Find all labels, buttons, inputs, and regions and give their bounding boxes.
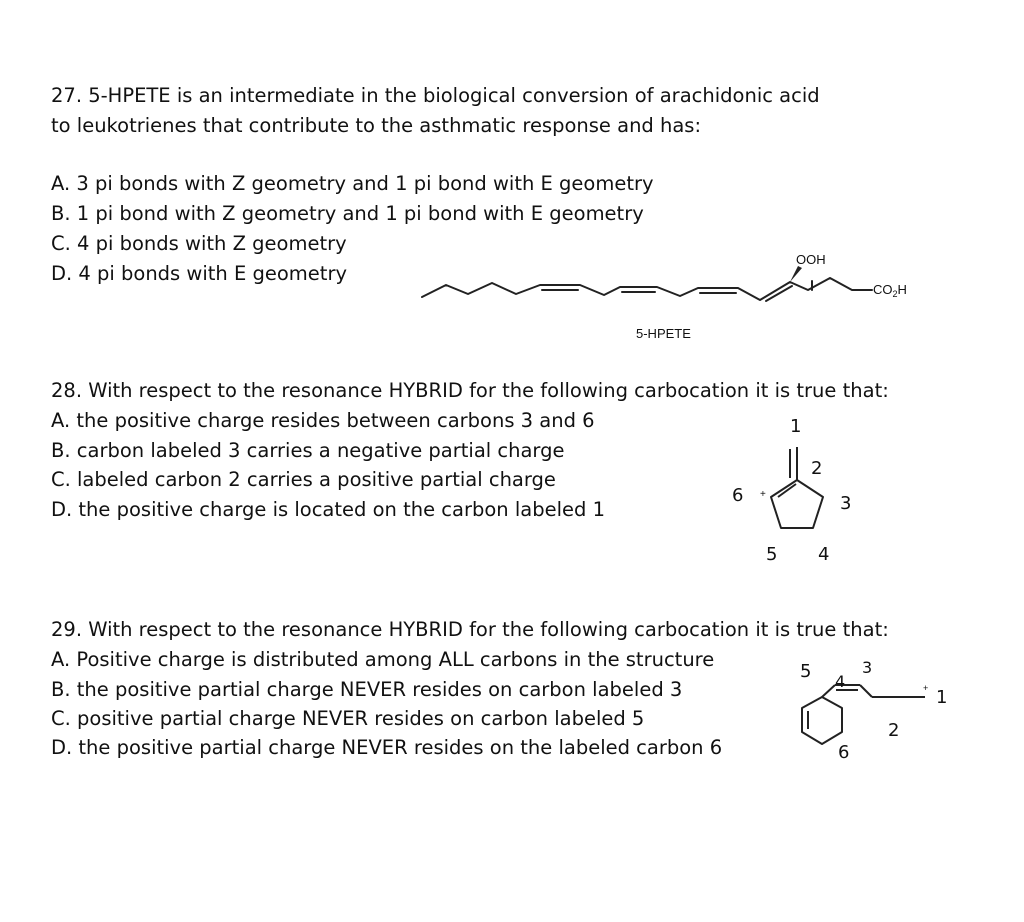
hpete-caption: 5-HPETE (636, 326, 691, 341)
c29-label-2: 2 (888, 720, 900, 741)
c28-label-3: 3 (840, 493, 852, 514)
c29-label-5: 5 (800, 661, 812, 682)
c29-label-6: 6 (838, 742, 850, 763)
ooh-label: OOH (796, 252, 826, 267)
q27-stem-line-1: 27. 5-HPETE is an intermediate in the biological conversion of arachidonic acid (51, 84, 820, 107)
c28-plus-charge: + (760, 489, 766, 500)
q28-option-a: A. the positive charge resides between carbons 3 and 6 (51, 409, 595, 432)
q28-option-c: C. labeled carbon 2 carries a positive partial charge (51, 468, 556, 491)
q28-option-d: D. the positive charge is located on the carbon labeled 1 (51, 498, 605, 521)
q27-option-b: B. 1 pi bond with Z geometry and 1 pi bond with E geometry (51, 202, 644, 225)
q27-option-a: A. 3 pi bonds with Z geometry and 1 pi bond with E geometry (51, 172, 654, 195)
q29-stem: 29. With respect to the resonance HYBRID for the following carbocation it is true that: (51, 618, 889, 641)
c29-label-1: 1 (936, 687, 948, 708)
c29-label-4: 4 (835, 672, 846, 691)
q29-option-a: A. Positive charge is distributed among ALL carbons in the structure (51, 648, 715, 671)
co2h-label: $CO_2H$ (873, 282, 907, 299)
c28-label-6: 6 (732, 485, 744, 506)
c29-label-3: 3 (862, 658, 873, 677)
c28-label-2: 2 (811, 458, 823, 479)
q27-option-d: D. 4 pi bonds with E geometry (51, 262, 348, 285)
q29-option-d: D. the positive partial charge NEVER resides on the labeled carbon 6 (51, 736, 723, 759)
c29-plus-charge: + (923, 683, 929, 693)
c28-label-5: 5 (766, 544, 778, 565)
q28-option-b: B. carbon labeled 3 carries a negative partial charge (51, 439, 565, 462)
q28-stem: 28. With respect to the resonance HYBRID for the following carbocation it is true that: (51, 379, 889, 402)
q29-option-c: C. positive partial charge NEVER resides on carbon labeled 5 (51, 707, 645, 730)
c28-label-4: 4 (818, 544, 830, 565)
q27-option-c: C. 4 pi bonds with Z geometry (51, 232, 347, 255)
c28-label-1: 1 (790, 416, 802, 437)
q29-option-b: B. the positive partial charge NEVER resides on carbon labeled 3 (51, 678, 683, 701)
q27-stem-line-2: to leukotrienes that contribute to the asthmatic response and has: (51, 114, 702, 137)
